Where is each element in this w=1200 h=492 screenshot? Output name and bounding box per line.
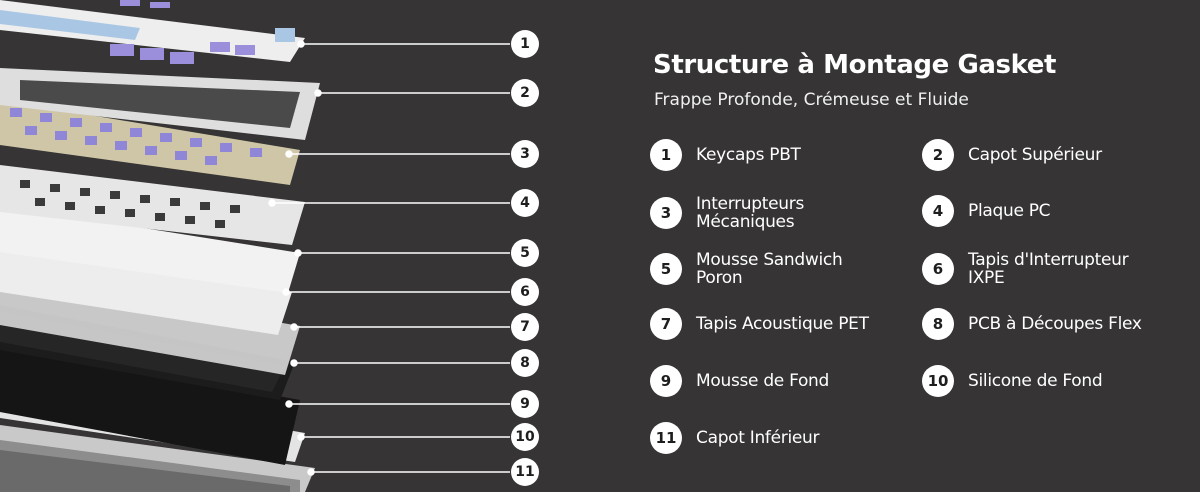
legend-number-badge: 4 bbox=[922, 195, 954, 227]
legend-label: PCB à Découpes Flex bbox=[968, 314, 1142, 334]
callout-5: 5 bbox=[511, 239, 539, 267]
legend-number-badge: 10 bbox=[922, 365, 954, 397]
callout-7: 7 bbox=[511, 313, 539, 341]
page-title: Structure à Montage Gasket bbox=[653, 50, 1057, 80]
legend-label: Mousse de Fond bbox=[696, 371, 830, 391]
legend-number-badge: 2 bbox=[922, 139, 954, 171]
legend-label: Capot Supérieur bbox=[968, 145, 1102, 165]
legend-number-badge: 3 bbox=[650, 197, 682, 229]
legend-item-5 bbox=[650, 251, 842, 287]
legend-number-badge: 6 bbox=[922, 253, 954, 285]
callout-8: 8 bbox=[511, 349, 539, 377]
legend-number-badge: 8 bbox=[922, 308, 954, 340]
legend-label: Capot Inférieur bbox=[696, 428, 820, 448]
legend-number-badge: 9 bbox=[650, 365, 682, 397]
legend-item-1 bbox=[650, 139, 801, 171]
legend-label: Mousse Sandwich Poron bbox=[696, 250, 843, 288]
legend-number-badge: 1 bbox=[650, 139, 682, 171]
legend-label: Plaque PC bbox=[968, 201, 1051, 221]
callout-6: 6 bbox=[511, 278, 539, 306]
callout-1: 1 bbox=[511, 30, 539, 58]
callout-2: 2 bbox=[511, 79, 539, 107]
legend-item-8 bbox=[922, 308, 1142, 340]
callout-10: 10 bbox=[511, 423, 539, 451]
legend-item-9 bbox=[650, 365, 829, 397]
legend-label: Silicone de Fond bbox=[968, 371, 1103, 391]
exploded-keyboard-illustration bbox=[0, 0, 560, 492]
callout-11: 11 bbox=[511, 458, 539, 486]
legend-label: Interrupteurs Mécaniques bbox=[696, 194, 805, 232]
legend-item-3 bbox=[650, 195, 804, 231]
legend-label: Tapis Acoustique PET bbox=[696, 314, 869, 334]
keycaps-layer bbox=[0, 0, 305, 64]
legend-item-2 bbox=[922, 139, 1102, 171]
legend-number-badge: 11 bbox=[650, 422, 682, 454]
legend-item-4 bbox=[922, 195, 1050, 227]
page-subtitle: Frappe Profonde, Crémeuse et Fluide bbox=[654, 90, 969, 110]
legend-label: Keycaps PBT bbox=[696, 145, 801, 165]
callout-4: 4 bbox=[511, 189, 539, 217]
legend-number-badge: 5 bbox=[650, 253, 682, 285]
callout-9: 9 bbox=[511, 390, 539, 418]
legend-item-6 bbox=[922, 251, 1128, 287]
legend-item-11 bbox=[650, 422, 819, 454]
callout-3: 3 bbox=[511, 140, 539, 168]
legend-item-10 bbox=[922, 365, 1102, 397]
legend-number-badge: 7 bbox=[650, 308, 682, 340]
legend-item-7 bbox=[650, 308, 869, 340]
legend-label: Tapis d'Interrupteur IXPE bbox=[968, 250, 1129, 288]
